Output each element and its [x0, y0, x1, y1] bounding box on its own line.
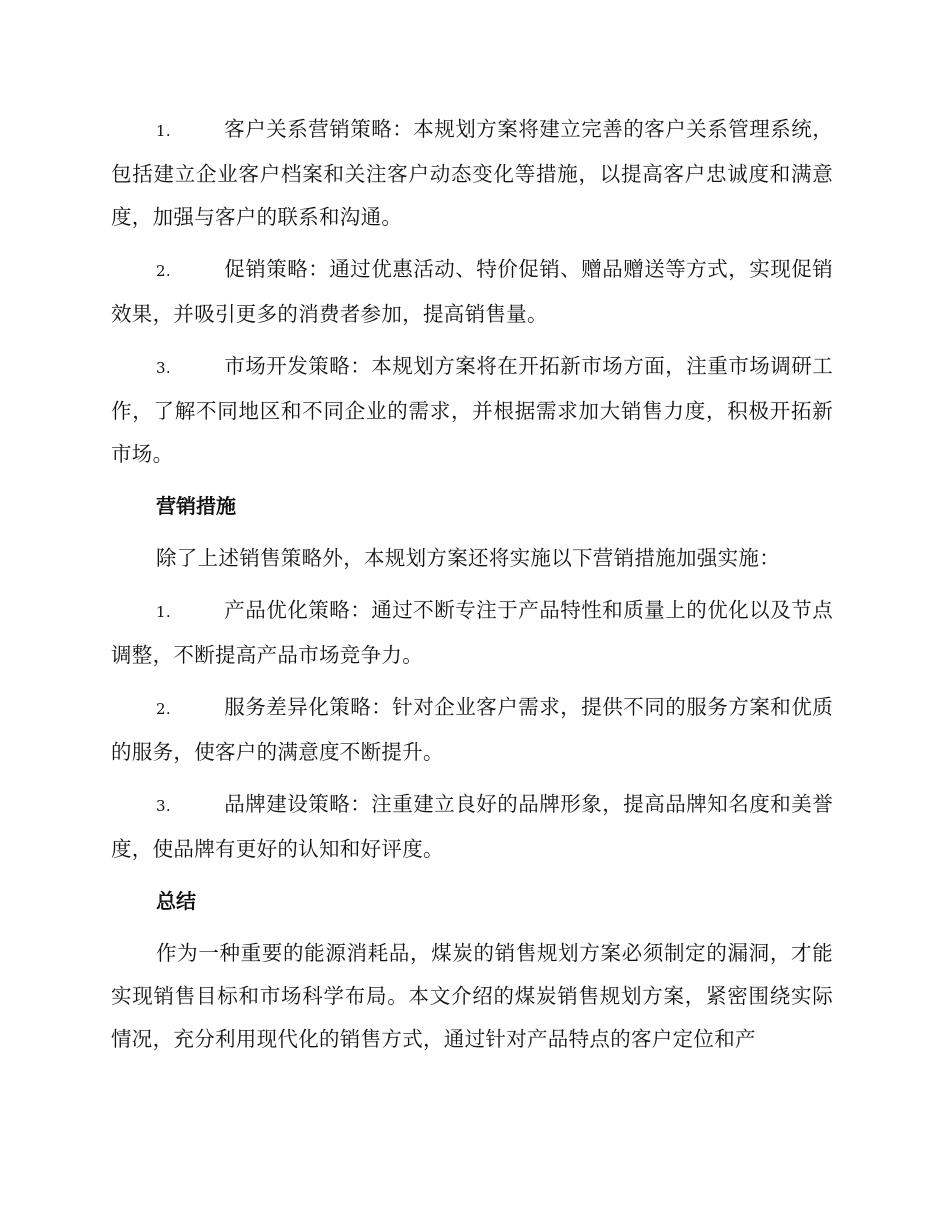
- list-number: 3.: [156, 797, 171, 815]
- measure-item-3: [111, 783, 833, 871]
- measure-item-1: [111, 589, 833, 677]
- list-item-text: 市场开发策略：本规划方案将在开拓新市场方面，注重市场调研工作，了解不同地区和不同企业的需求，并根据需求加大销售力度，积极开拓新市场。: [111, 354, 833, 466]
- list-number: 2.: [156, 700, 171, 718]
- list-item-text: 品牌建设策略：注重建立良好的品牌形象，提高品牌知名度和美誉度，使品牌有更好的认知和好评度。: [111, 792, 833, 861]
- section-heading-summary: 总结: [156, 889, 196, 913]
- strategy-item-2: [111, 248, 833, 336]
- document-body: [111, 108, 833, 1070]
- measure-item-2: [111, 686, 833, 774]
- list-item-text: 客户关系营销策略：本规划方案将建立完善的客户关系管理系统，包括建立企业客户档案和关注客户动态变化等措施，以提高客户忠诚度和满意度，加强与客户的联系和沟通。: [111, 117, 833, 229]
- list-number: 2.: [156, 262, 171, 280]
- strategy-item-3: [111, 345, 833, 476]
- list-number: 1.: [156, 603, 171, 621]
- list-number: 1.: [156, 122, 171, 140]
- list-number: 3.: [156, 359, 171, 377]
- list-item-text: 产品优化策略：通过不断专注于产品特性和质量上的优化以及节点调整，不断提高产品市场竞争力。: [111, 598, 833, 667]
- summary-paragraph: 作为一种重要的能源消耗品，煤炭的销售规划方案必须制定的漏洞，才能实现销售目标和市场科学布局。本文介绍的煤炭销售规划方案，紧密围绕实际情况，充分利用现代化的销售方式，通过针对产品特点的客户定位和产: [111, 941, 833, 1051]
- section-heading-measures: 营销措施: [156, 494, 236, 518]
- measures-intro: 除了上述销售策略外，本规划方案还将实施以下营销措施加强实施：: [156, 546, 780, 570]
- list-item-text: 服务差异化策略：针对企业客户需求，提供不同的服务方案和优质的服务，使客户的满意度不断提升。: [111, 695, 833, 764]
- list-item-text: 促销策略：通过优惠活动、特价促销、赠品赠送等方式，实现促销效果，并吸引更多的消费者参加，提高销售量。: [111, 257, 833, 326]
- strategy-item-1: [111, 108, 833, 239]
